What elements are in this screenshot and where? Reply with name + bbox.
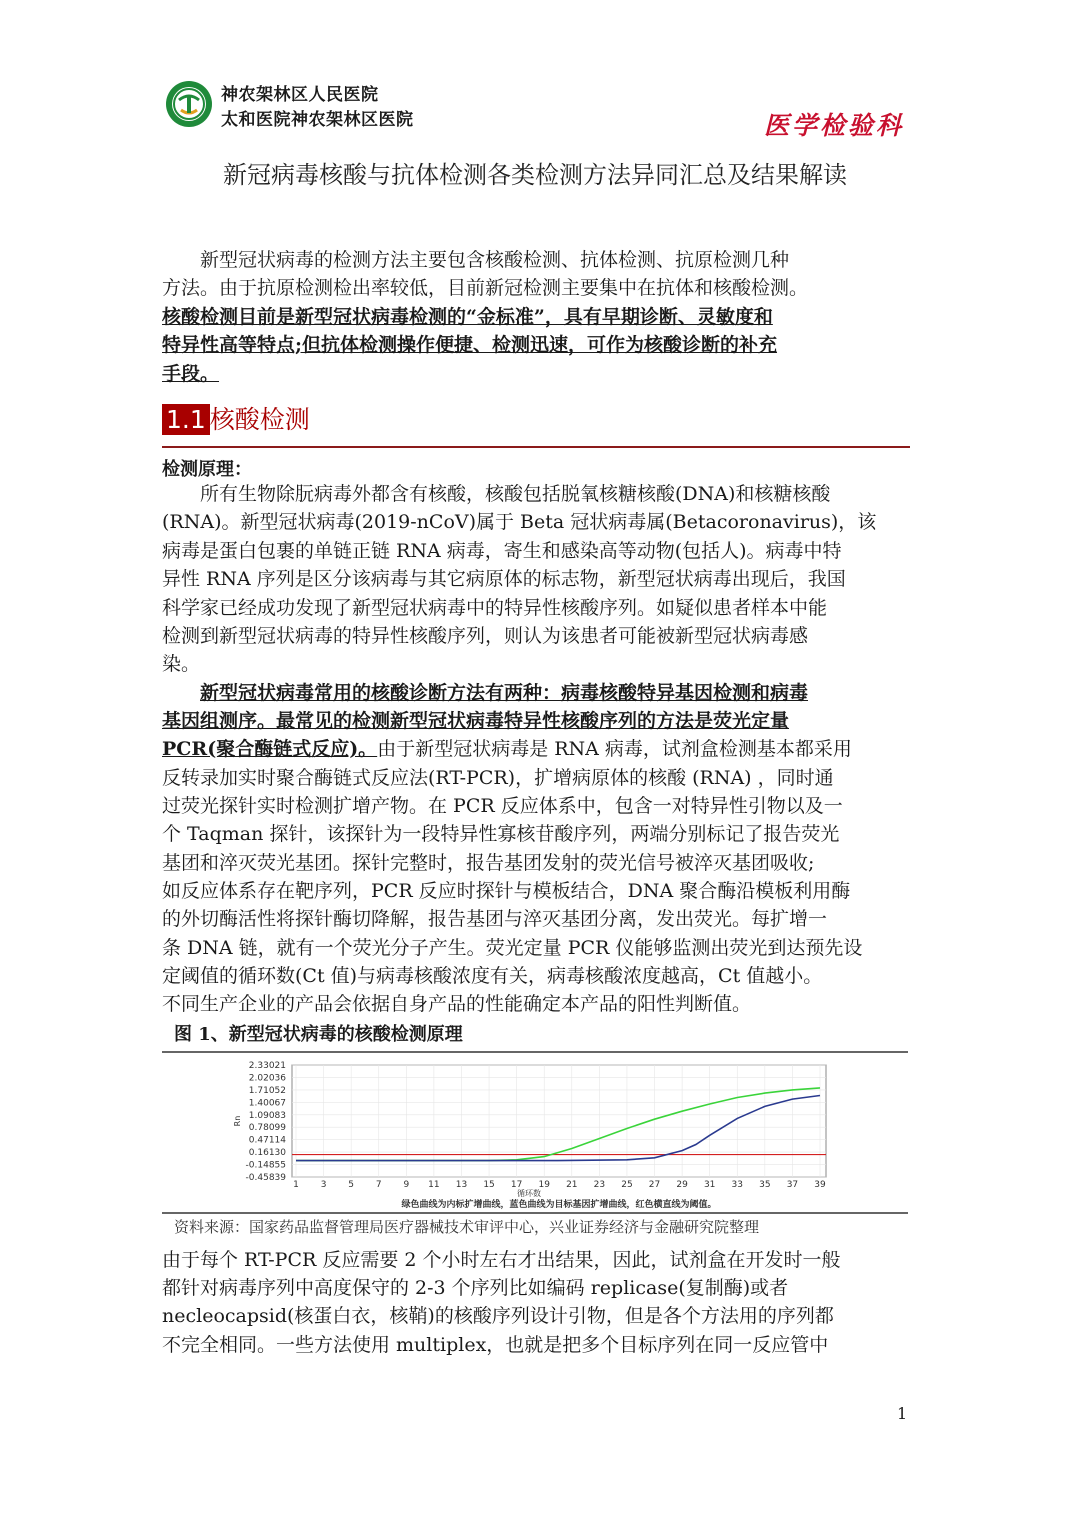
- department-name: 医学检验科: [763, 111, 904, 140]
- y-tick-label: 2.02036: [248, 1073, 286, 1084]
- y-tick-label: 1.40067: [248, 1098, 286, 1109]
- para2-line: 的外切酶活性将探针酶切降解，报告基团与淬灭基团分离，发出荧光。每扩增一: [162, 908, 828, 930]
- y-tick-label: -0.45839: [245, 1173, 286, 1183]
- intro-line: 新型冠状病毒的检测方法主要包含核酸检测、抗体检测、抗原检测几种: [200, 249, 790, 271]
- x-axis-label: 循环数: [517, 1189, 541, 1198]
- section-divider: [162, 446, 910, 448]
- para3-line: 都针对病毒序列中高度保守的 2-3 个序列比如编码 replicase(复制酶)或者: [162, 1277, 789, 1299]
- y-tick-label: 0.47114: [248, 1135, 286, 1146]
- subheading: 检测原理：: [162, 459, 252, 480]
- para1-line: 所有生物除朊病毒外都含有核酸，核酸包括脱氧核糖核酸(DNA)和核糖核酸: [200, 483, 831, 505]
- x-tick-label: 19: [538, 1180, 550, 1190]
- x-tick-label: 29: [676, 1180, 688, 1190]
- y-tick-label: -0.14855: [245, 1160, 286, 1171]
- x-tick-label: 25: [621, 1180, 633, 1190]
- figure-source: 资料来源：国家药品监督管理局医疗器械技术审评中心，兴业证券经济与金融研究院整理: [174, 1218, 760, 1236]
- x-tick-label: 11: [428, 1180, 440, 1190]
- x-tick-label: 5: [348, 1180, 355, 1190]
- x-tick-label: 7: [375, 1180, 382, 1190]
- para2-line-bold: 基因组测序。最常见的检测新型冠状病毒特异性核酸序列的方法是荧光定量: [162, 710, 790, 732]
- amplification-chart: [162, 1050, 908, 1215]
- y-axis-label: Rn: [233, 1115, 242, 1127]
- para1-line: 异性 RNA 序列是区分该病毒与其它病原体的标志物，新型冠状病毒出现后，我国: [162, 568, 846, 590]
- para2-line: 不同生产企业的产品会依据自身产品的性能确定本产品的阳性判断值。: [162, 993, 752, 1015]
- x-tick-label: 17: [510, 1180, 523, 1190]
- para1-line: 检测到新型冠状病毒的特异性核酸序列，则认为该患者可能被新型冠状病毒感: [162, 625, 809, 647]
- section-number: 1.1: [162, 404, 210, 435]
- hospital-name-line2: 太和医院神农架林区医院: [221, 110, 414, 130]
- x-tick-label: 31: [703, 1180, 716, 1190]
- para2-line: 基团和淬灭荧光基团。探针完整时，报告基团发射的荧光信号被淬灭基团吸收;: [162, 852, 815, 874]
- para2-line: [162, 735, 910, 763]
- x-tick-label: 39: [814, 1180, 826, 1190]
- para1-line: 染。: [162, 653, 201, 675]
- x-tick-label: 15: [483, 1180, 495, 1190]
- page-number: 1: [897, 1404, 908, 1423]
- para2-line: 如反应体系存在靶序列，PCR 反应时探针与模板结合，DNA 聚合酶沿模板利用酶: [162, 880, 851, 902]
- para2-line: 定阈值的循环数(Ct 值)与病毒核酸浓度有关，病毒核酸浓度越高，Ct 值越小。: [162, 965, 823, 987]
- intro-line-bold: 核酸检测目前是新型冠状病毒检测的“金标准”，具有早期诊断、灵敏度和: [162, 306, 773, 328]
- intro-line-bold: 特异性高等特点;但抗体检测操作便捷、检测迅速，可作为核酸诊断的补充: [162, 334, 778, 356]
- y-tick-label: 2.33021: [248, 1061, 286, 1071]
- x-tick-label: 21: [566, 1180, 578, 1190]
- intro-line: 方法。由于抗原检测检出率较低，目前新冠检测主要集中在抗体和核酸检测。: [162, 277, 809, 299]
- para2-line: 个 Taqman 探针，该探针为一段特异性寡核苷酸序列，两端分别标记了报告荧光: [162, 823, 840, 845]
- para2-line-bold: 新型冠状病毒常用的核酸诊断方法有两种：病毒核酸特异基因检测和病毒: [200, 682, 809, 704]
- para2-line: 条 DNA 链，就有一个荧光分子产生。荧光定量 PCR 仪能够监测出荧光到达预先设: [162, 937, 863, 959]
- x-tick-label: 35: [759, 1180, 771, 1190]
- para1-line: 病毒是蛋白包裹的单链正链 RNA 病毒，寄生和感染高等动物(包括人)。病毒中特: [162, 540, 842, 562]
- para3-line: necleocapsid(核蛋白衣，核鞘)的核酸序列设计引物，但是各个方法用的序列都: [162, 1305, 834, 1327]
- hospital-name-line1: 神农架林区人民医院: [221, 85, 379, 105]
- x-tick-label: 9: [403, 1180, 410, 1190]
- x-tick-label: 3: [320, 1180, 327, 1190]
- y-tick-label: 1.09083: [248, 1110, 286, 1121]
- x-tick-label: 37: [786, 1180, 799, 1190]
- y-tick-label: 0.78099: [248, 1123, 286, 1134]
- section-heading: [162, 400, 310, 436]
- x-tick-label: 33: [731, 1180, 743, 1190]
- para3-line: 由于每个 RT-PCR 反应需要 2 个小时左右才出结果，因此，试剂盒在开发时一般: [162, 1249, 841, 1271]
- para2-line: 过荧光探针实时检测扩增产物。在 PCR 反应体系中，包含一对特异性引物以及一: [162, 795, 843, 817]
- x-tick-label: 23: [593, 1180, 606, 1190]
- figure-caption: 图 1、新型冠状病毒的核酸检测原理: [174, 1024, 463, 1045]
- para1-line: (RNA)。新型冠状病毒(2019-nCoV)属于 Beta 冠状病毒属(Betacoronavirus)，该: [162, 511, 877, 533]
- x-tick-label: 13: [455, 1180, 468, 1190]
- para2-bold-fragment: PCR(聚合酶链式反应)。: [162, 738, 378, 760]
- para1-line: 科学家已经成功发现了新型冠状病毒中的特异性核酸序列。如疑似患者样本中能: [162, 597, 828, 619]
- y-tick-label: 1.71052: [248, 1085, 286, 1096]
- para2-line: 反转录加实时聚合酶链式反应法(RT-PCR)，扩增病原体的核酸 (RNA) ，同时通: [162, 767, 834, 789]
- x-tick-label: 1: [293, 1180, 299, 1190]
- chart-legend-note: 绿色曲线为内标扩增曲线，蓝色曲线为目标基因扩增曲线，红色横直线为阈值。: [401, 1200, 717, 1210]
- hospital-logo: [165, 80, 213, 128]
- para3-line: 不完全相同。一些方法使用 multiplex，也就是把多个目标序列在同一反应管中: [162, 1334, 829, 1356]
- intro-line-bold: 手段。: [162, 363, 220, 385]
- y-tick-label: 0.16130: [248, 1148, 286, 1159]
- section-title: 核酸检测: [209, 405, 310, 434]
- para2-fragment: 由于新型冠状病毒是 RNA 病毒，试剂盒检测基本都采用: [377, 738, 852, 760]
- document-title: 新冠病毒核酸与抗体检测各类检测方法异同汇总及结果解读: [223, 161, 847, 189]
- x-tick-label: 27: [648, 1180, 661, 1190]
